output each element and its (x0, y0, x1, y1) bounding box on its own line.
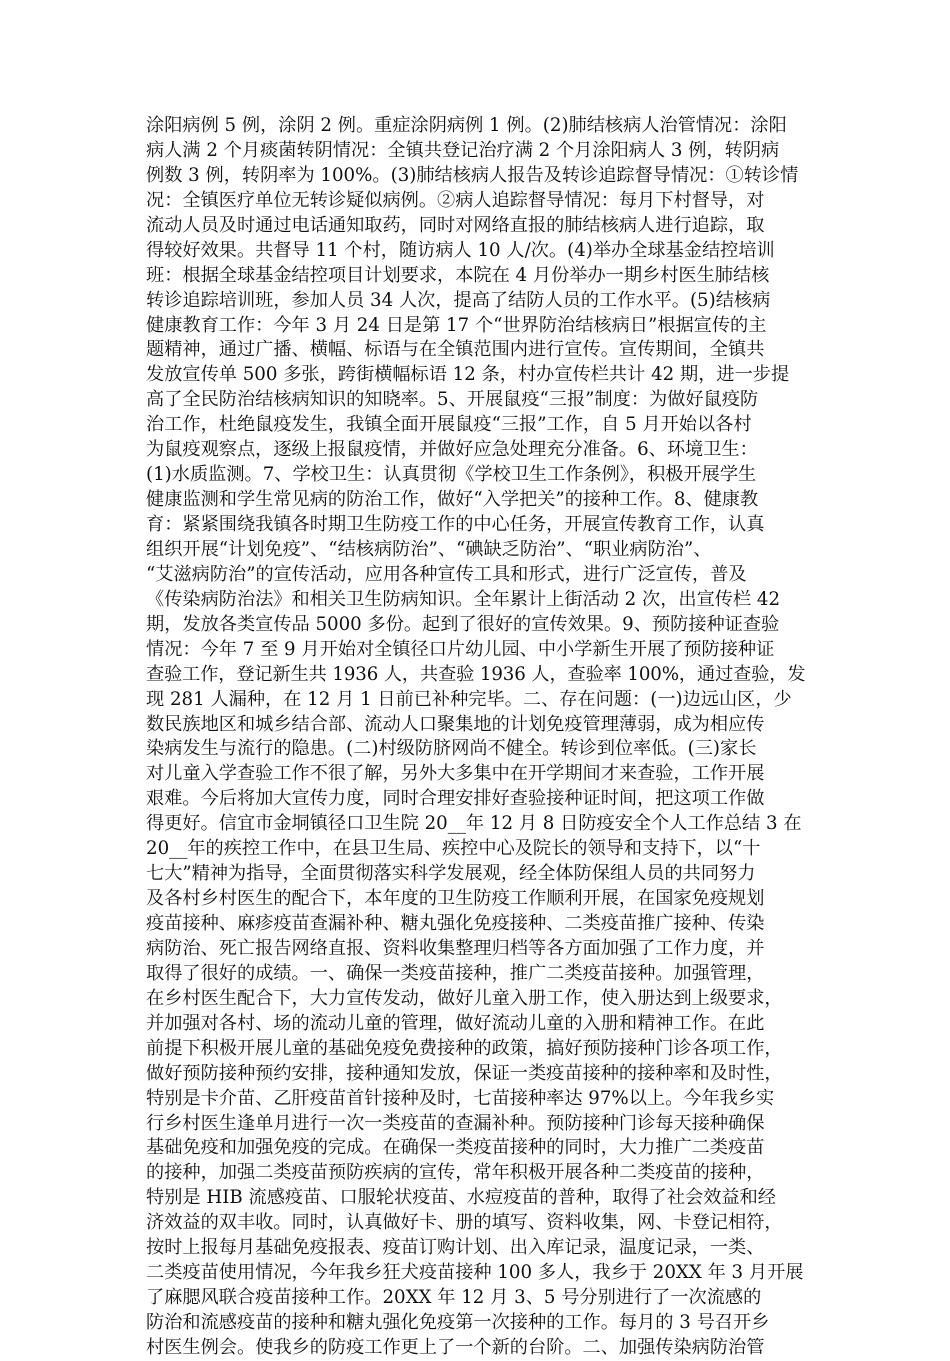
text-line: 行乡村医生逢单月进行一次一类疫苗的查漏补种。预防接种门诊每天接种确保 (146, 1112, 765, 1134)
text-line: 为鼠疫观察点，逐级上报鼠疫情，并做好应急处理充分准备。6、环境卫生： (146, 439, 758, 461)
text-line: 健康监测和学生常见病的防治工作，做好“入学把关”的接种工作。8、健康教 (146, 489, 759, 511)
text-line: 况：全镇医疗单位无转诊疑似病例。②病人追踪督导情况：每月下村督导，对 (146, 189, 765, 211)
text-line: 查验工作，登记新生共 1936 人，共查验 1936 人，查验率 100%，通过查验，发 (146, 663, 806, 685)
text-line: 《传染病防治法》和相关卫生防病知识。全年累计上街活动 2 次，出宣传栏 42 (146, 588, 781, 610)
text-line: 村医生例会。使我乡的防疫工作更上了一个新的台阶。二、加强传染病防治管 (146, 1336, 765, 1358)
text-line: “艾滋病防治”的宣传活动，应用各种宣传工具和形式，进行广泛宣传，普及 (146, 563, 747, 585)
text-line: 转诊追踪培训班，参加人员 34 人次，提高了结防人员的工作水平。(5)结核病 (146, 289, 771, 311)
text-line: 艰难。今后将加大宣传力度，同时合理安排好查验接种证时间，把这项工作做 (146, 788, 765, 810)
text-line: 在乡村医生配合下，大力宣传发动，做好儿童入册工作，使入册达到上级要求， (146, 987, 783, 1009)
text-line: 发放宣传单 500 多张，跨街横幅标语 12 条，村办宣传栏共计 42 期，进一步提 (146, 364, 790, 386)
text-line: 20__年的疾控工作中，在县卫生局、疾控中心及院长的领导和支持下，以“十 (146, 838, 761, 860)
text-line: 治工作，杜绝鼠疫发生，我镇全面开展鼠疫“三报”工作，自 5 月开始以各村 (146, 414, 752, 436)
text-line: 疫苗接种、麻疹疫苗查漏补种、糖丸强化免疫接种、二类疫苗推广接种、传染 (146, 913, 765, 934)
text-line: 期，发放各类宣传品 5000 多份。起到了很好的宣传效果。9、预防接种证查验 (146, 613, 780, 635)
text-line: 得更好。信宜市金垌镇径口卫生院 20__年 12 月 8 日防疫安全个人工作总结 3 在 (146, 813, 802, 835)
text-line: (1)水质监测。7、学校卫生：认真贯彻《学校卫生工作条例》，积极开展学生 (146, 464, 757, 486)
text-line: 基础免疫和加强免疫的完成。在确保一类疫苗接种的同时，大力推广二类疫苗 (146, 1137, 765, 1159)
text-line: 育：紧紧围绕我镇各时期卫生防疫工作的中心任务，开展宣传教育工作，认真 (146, 514, 765, 535)
text-line: 济效益的双丰收。同时，认真做好卡、册的填写、资料收集，网、卡登记相符， (146, 1212, 783, 1234)
text-line: 特别是 HIB 流感疫苗、口服轮状疫苗、水痘疫苗的普种，取得了社会效益和经 (146, 1187, 776, 1209)
text-line: 例数 3 例，转阴率为 100%。(3)肺结核病人报告及转诊追踪督导情况：①转诊情 (146, 164, 799, 186)
text-line: 取得了很好的成绩。一、确保一类疫苗接种，推广二类疫苗接种。加强管理， (146, 962, 765, 984)
text-line: 对儿童入学查验工作不很了解，另外大多集中在开学期间才来查验，工作开展 (146, 763, 765, 785)
text-line: 得较好效果。共督导 11 个村，随访病人 10 人/次。(4)举办全球基金结控培训 (146, 239, 775, 261)
text-line: 数民族地区和城乡结合部、流动人口聚集地的计划免疫管理薄弱，成为相应传 (146, 713, 765, 735)
document-body (146, 114, 806, 1361)
text-line: 前提下积极开展儿童的基础免疫免费接种的政策，搞好预防接种门诊各项工作， (146, 1037, 783, 1059)
text-line: 七大”精神为指导，全面贯彻落实科学发展观，经全体防保组人员的共同努力 (146, 863, 756, 885)
text-line: 情况：今年 7 至 9 月开始对全镇径口片幼儿园、中小学新生开展了预防接种证 (146, 638, 775, 660)
text-line: 的接种，加强二类疫苗预防疾病的宣传，常年积极开展各种二类疫苗的接种， (146, 1162, 765, 1184)
text-line: 健康教育工作：今年 3 月 24 日是第 17 个“世界防治结核病日”根据宣传的主 (146, 314, 767, 336)
text-line: 并加强对各村、场的流动儿童的管理，做好流动儿童的入册和精神工作。在此 (146, 1012, 765, 1034)
text-line: 病防治、死亡报告网络直报、资料收集整理归档等各方面加强了工作力度，并 (146, 937, 765, 959)
text-line: 做好预防接种预约安排，接种通知发放，保证一类疫苗接种的接种率和及时性， (146, 1062, 783, 1084)
text-line: 了麻腮风联合疫苗接种工作。20XX 年 12 月 3、5 号分别进行了一次流感的 (146, 1287, 762, 1309)
text-line: 涂阳病例 5 例，涂阴 2 例。重症涂阴病例 1 例。(2)肺结核病人治管情况：涂阳 (146, 115, 787, 136)
text-line: 按时上报每月基础免疫报表、疫苗订购计划、出入库记录，温度记录，一类、 (146, 1237, 765, 1259)
text-line: 特别是卡介苗、乙肝疫苗首针接种及时，七苗接种率达 97%以上。今年我乡实 (146, 1087, 775, 1109)
text-line: 高了全民防治结核病知识的知晓率。5、开展鼠疫“三报”制度：为做好鼠疫防 (146, 389, 759, 411)
text-line: 病人满 2 个月痰菌转阴情况：全镇共登记治疗满 2 个月涂阳病人 3 例，转阴病 (146, 139, 780, 161)
text-line: 题精神，通过广播、横幅、标语与在全镇范围内进行宣传。宣传期间，全镇共 (146, 339, 765, 361)
text-line: 防治和流感疫苗的接种和糖丸强化免疫第一次接种的工作。每月的 3 号召开乡 (146, 1312, 770, 1333)
text-line: 流动人员及时通过电话通知取药，同时对网络直报的肺结核病人进行追踪，取 (146, 214, 765, 236)
text-line: 组织开展“计划免疫”、“结核病防治”、“碘缺乏防治”、“职业病防治”、 (146, 538, 712, 560)
text-line: 二类疫苗使用情况，今年我乡狂犬疫苗接种 100 多人，我乡于 20XX 年 3 月开展 (146, 1262, 804, 1284)
text-line: 及各村乡村医生的配合下，本年度的卫生防疫工作顺利开展，在国家免疫规划 (146, 888, 765, 910)
text-line: 染病发生与流行的隐患。(二)村级防脐网尚不健全。转诊到位率低。(三)家长 (146, 738, 757, 760)
text-line: 现 281 人漏种，在 12 月 1 日前已补种完毕。二、存在问题：(一)边远山区，少 (146, 688, 792, 710)
text-line: 班：根据全球基金结控项目计划要求，本院在 4 月份举办一期乡村医生肺结核 (146, 264, 770, 286)
